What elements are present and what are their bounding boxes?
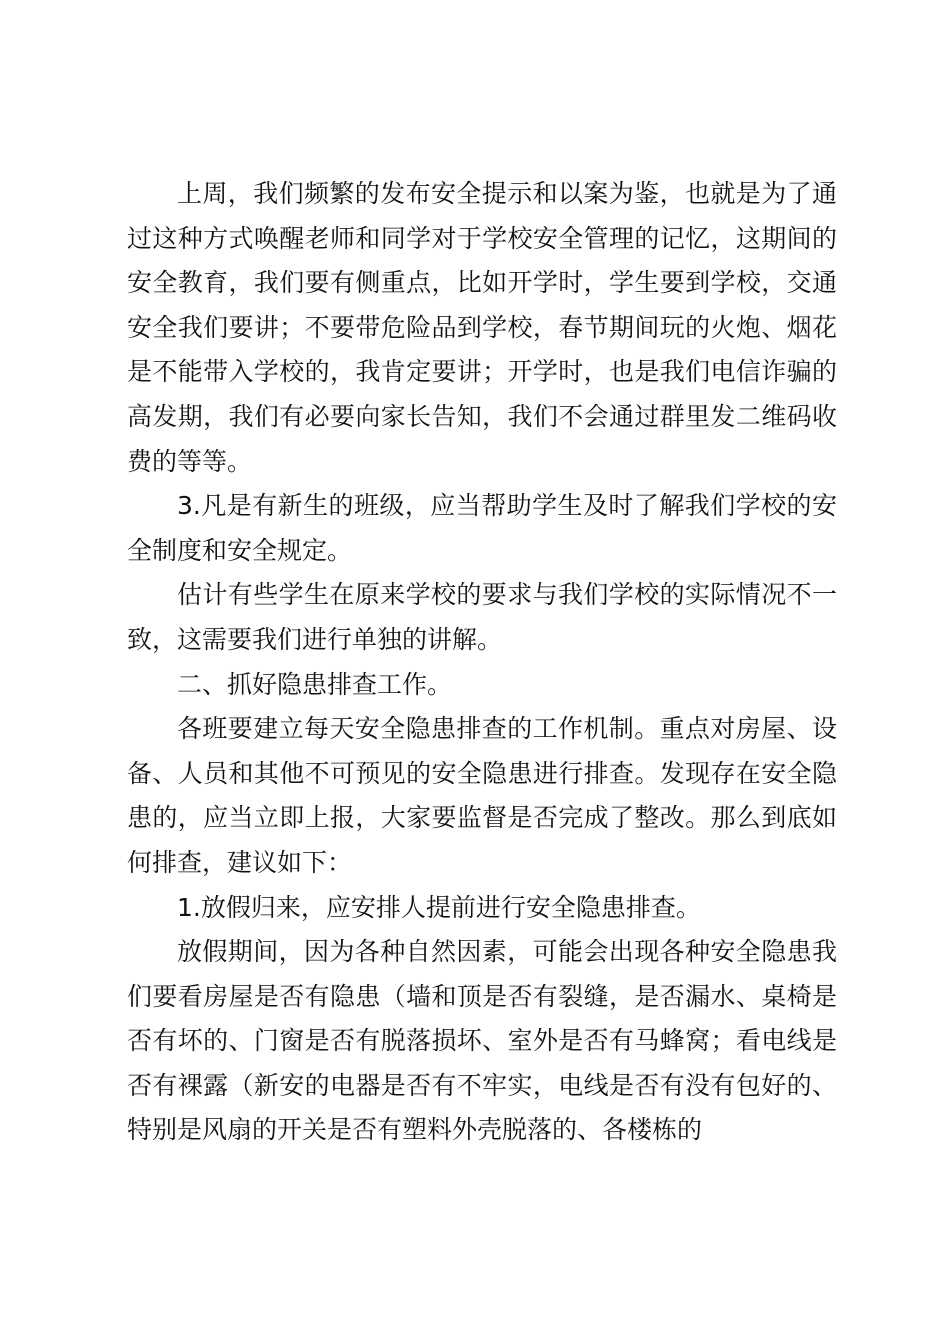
paragraph-5: 1.放假归来，应安排人提前进行安全隐患排查。 (177, 892, 701, 922)
section-heading: 二、抓好隐患排查工作。 (177, 669, 453, 699)
paragraph-6: 放假期间，因为各种自然因素，可能会出现各种安全隐患我们要看房屋是否有隐患（墙和顶是否有裂缝，是否漏水、桌椅是否有坏的、门窗是否有脱落损坏、室外是否有马蜂窝；看电线是否有裸露（新安的电器是否有不牢实，电线是否有没有包好的、特别是风扇的开关是否有塑料外壳脱落的、各楼栋的 (127, 937, 837, 1145)
paragraph-2: 3.凡是有新生的班级，应当帮助学生及时了解我们学校的安全制度和安全规定。 (127, 491, 837, 565)
paragraph-3: 估计有些学生在原来学校的要求与我们学校的实际情况不一致，这需要我们进行单独的讲解。 (127, 580, 837, 654)
paragraph-1: 上周，我们频繁的发布安全提示和以案为鉴，也就是为了通过这种方式唤醒老师和同学对于学校安全管理的记忆，这期间的安全教育，我们要有侧重点，比如开学时，学生要到学校，交通安全我们要讲；不要带危险品到学校，春节期间玩的火炮、烟花是不能带入学校的，我肯定要讲；开学时，也是我们电信诈骗的高发期，我们有必要向家长告知，我们不会通过群里发二维码收费的等等。 (127, 179, 837, 476)
paragraph-4: 各班要建立每天安全隐患排查的工作机制。重点对房屋、设备、人员和其他不可预见的安全隐患进行排查。发现存在安全隐患的，应当立即上报，大家要监督是否完成了整改。那么到底如何排查，建议如下： (127, 714, 837, 877)
document-body (127, 172, 837, 1153)
